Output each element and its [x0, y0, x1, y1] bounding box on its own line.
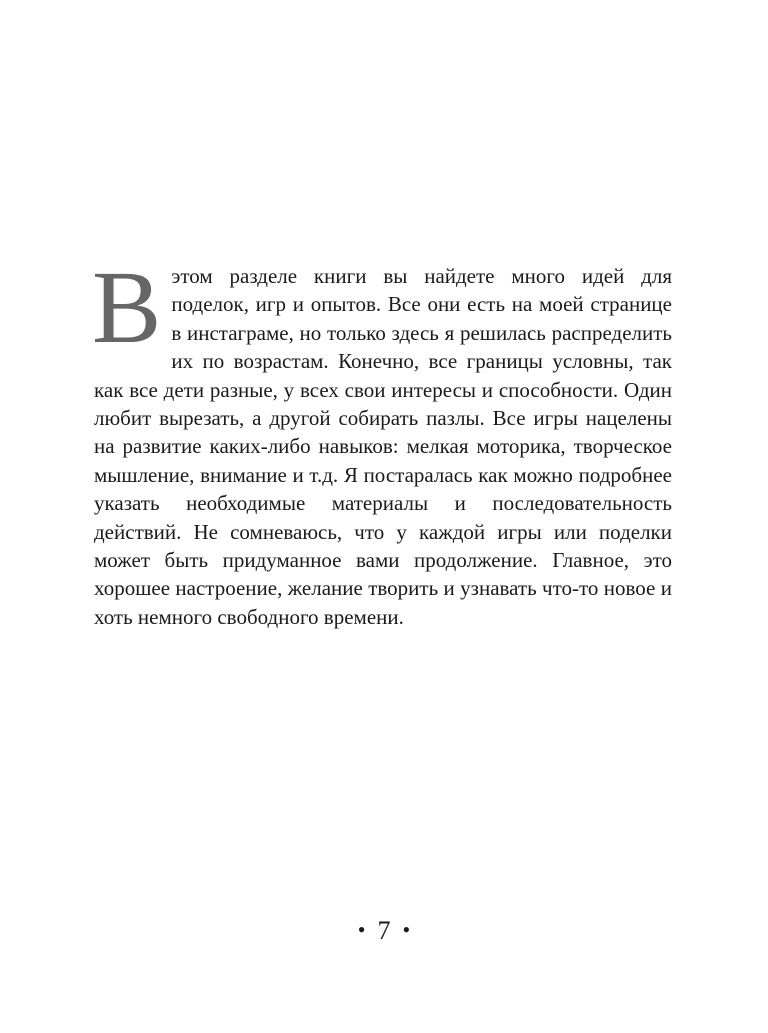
- intro-body-text: этом разделе книги вы найдете много идей для поделок, игр и опытов. Все они есть на моей странице в инстаграме, но только здесь я решилась распределить их по возрастам. Конечно, все границы условны, так как все дети разные, у всех свои интересы и способности. Один любит вырезать, а другой собирать пазлы. Все игры нацелены на развитие каких-либо навыков: мелкая моторика, творческое мышление, внимание и т.д. Я постаралась как можно подробнее указать необходимые материалы и последовательность действий. Не сомневаюсь, что у каждой игры или поделки может быть придуманное вами продолжение. Главное, это хорошее настроение, желание творить и узнавать что-то новое и хоть немного свободного времени.: [94, 264, 672, 629]
- left-bullet: •: [357, 917, 366, 942]
- page-number-footer: [0, 916, 768, 946]
- page-number: 7: [377, 916, 391, 945]
- intro-paragraph: [92, 250, 672, 631]
- drop-cap-letter: В: [92, 250, 162, 365]
- right-bullet: •: [402, 917, 411, 942]
